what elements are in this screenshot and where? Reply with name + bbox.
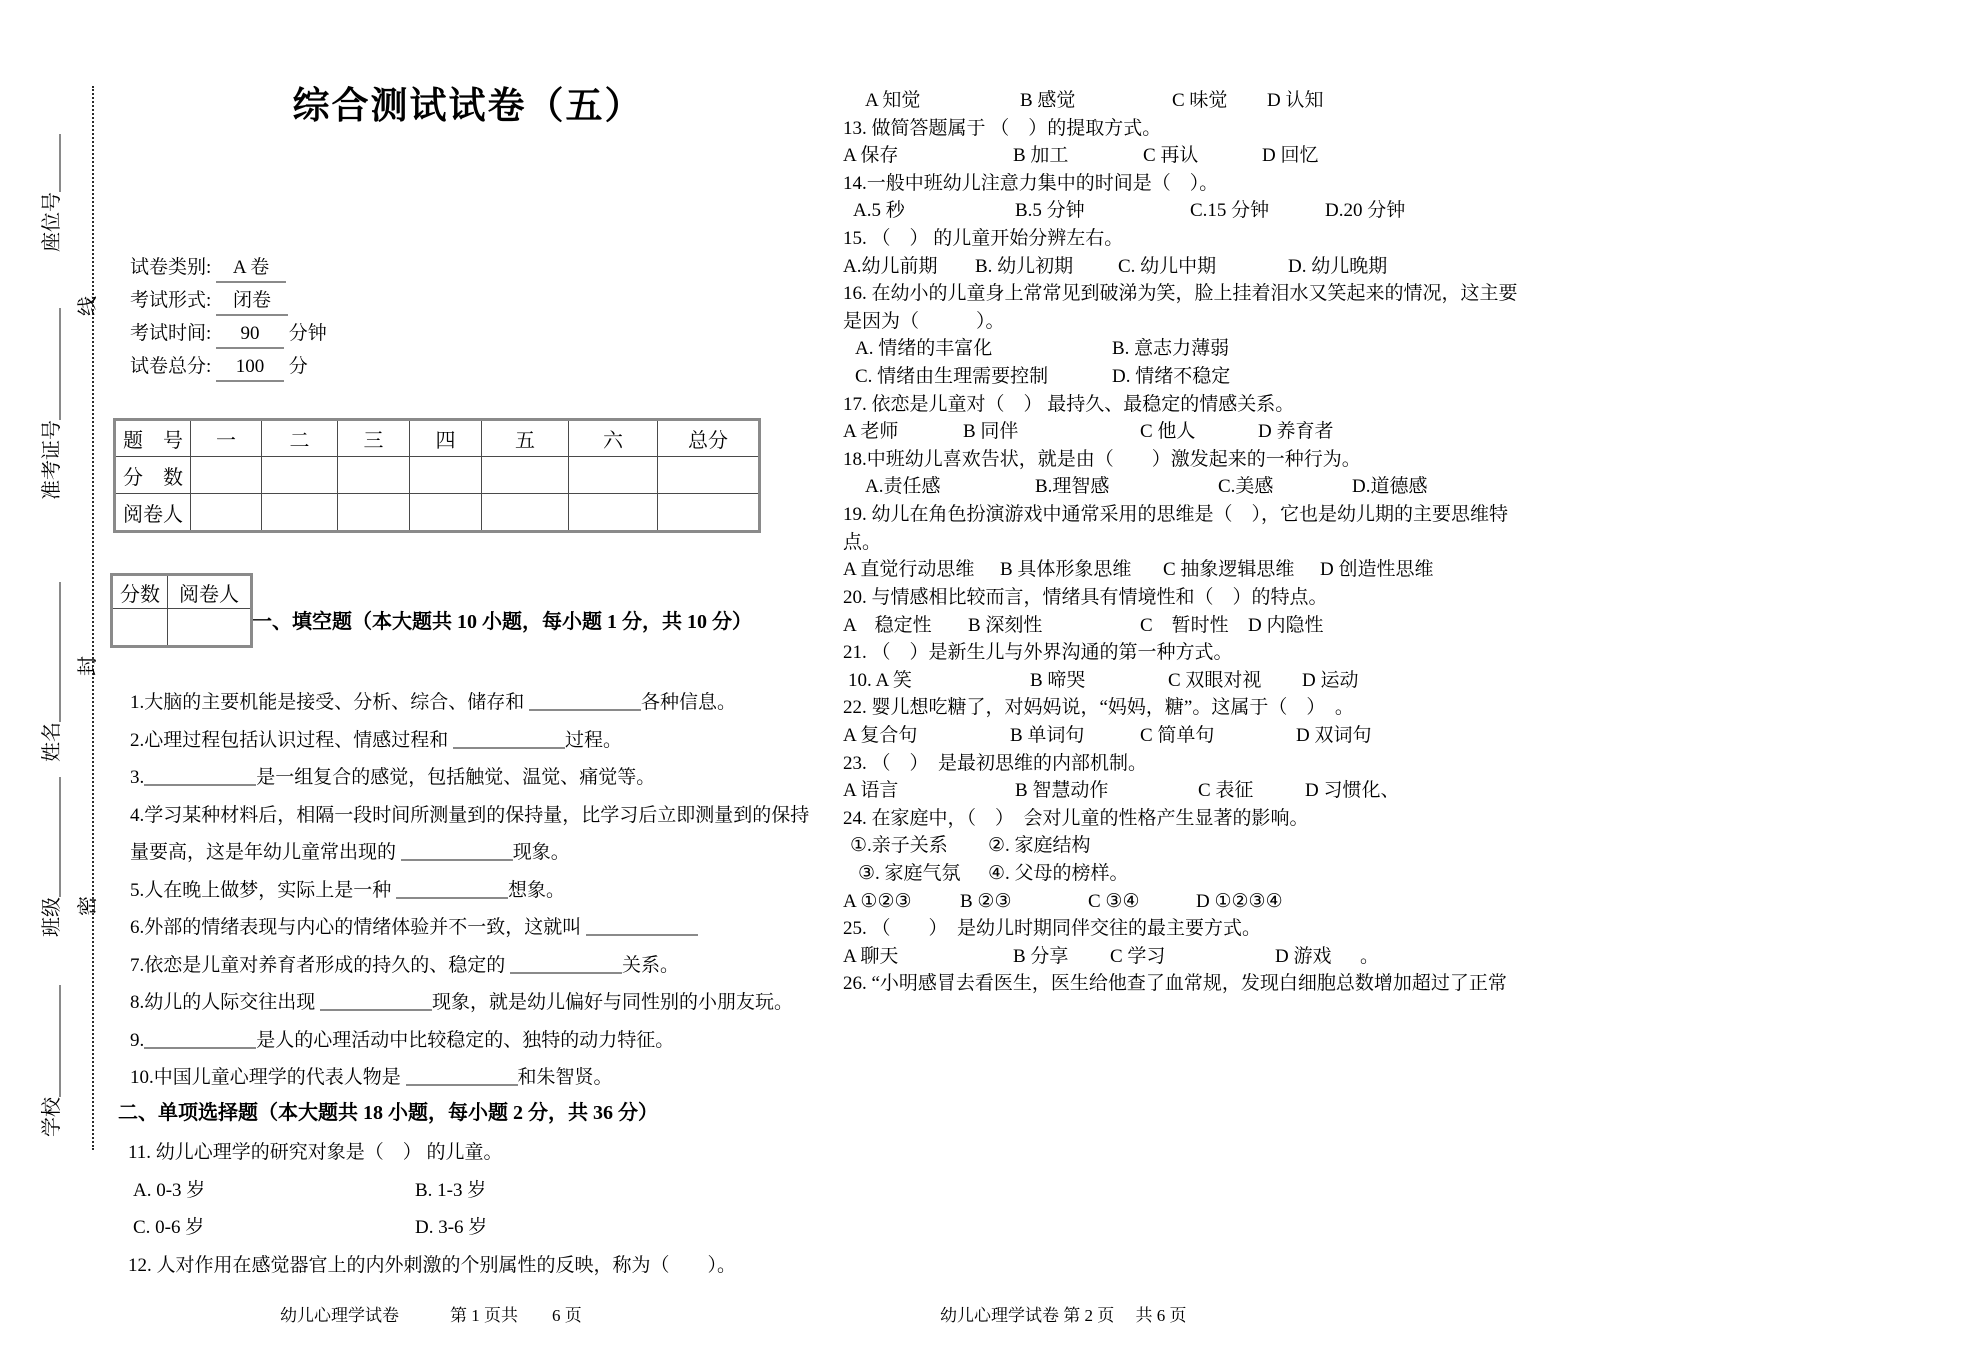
text-segment: D 认知: [1267, 90, 1324, 111]
blank-underline: [144, 768, 256, 786]
text-segment: C.美感: [1218, 476, 1274, 497]
text-segment: 关系。: [622, 955, 680, 976]
text-segment: D 创造性思维: [1320, 559, 1434, 580]
seal-dotted-line: [92, 86, 94, 1150]
text-segment: 是一组复合的感觉，包括触觉、温觉、痛觉等。: [256, 767, 656, 788]
text-segment: 18.中班幼儿喜欢告状，就是由（ ）激发起来的一种行为。: [843, 449, 1361, 470]
text-segment: 22. 婴儿想吃糖了，对妈妈说，“妈妈，糖”。这属于（ ） 。: [843, 697, 1354, 718]
blank-underline: [453, 731, 565, 749]
text-segment: D 运动: [1302, 670, 1359, 691]
score-table: [113, 418, 761, 533]
table-cell-empty: [482, 494, 569, 532]
text-segment: D 养育者: [1258, 421, 1334, 442]
seal-field-label: [40, 582, 64, 762]
text-segment: 各种信息。: [641, 692, 737, 713]
table-cell-empty: [338, 457, 410, 494]
text-segment: B. 1-3 岁: [415, 1180, 487, 1201]
seal-label-text: 密: [77, 896, 99, 916]
text-segment: 幼儿心理学试卷 第 2 页 共 6 页: [940, 1306, 1187, 1325]
table-cell: 三: [338, 420, 410, 457]
text-segment: 现象，就是幼儿偏好与同性别的小朋友玩。: [432, 992, 794, 1013]
text-segment: D.20 分钟: [1325, 200, 1406, 221]
table-cell: 二: [262, 420, 338, 457]
question-line: [128, 1253, 736, 1279]
text-segment: D.道德感: [1352, 476, 1428, 497]
text-segment: 20. 与情感相比较而言，情绪具有情境性和（ ）的特点。: [843, 587, 1328, 608]
text-segment: 二、单项选择题（本大题共 18 小题，每小题 2 分，共 36 分）: [118, 1102, 658, 1124]
question-line: [843, 309, 1005, 335]
text-segment: A 稳定性: [843, 615, 932, 636]
question-line: [843, 695, 1354, 721]
text-segment: 是因为（ ）。: [843, 311, 1005, 332]
seal-field-label: [40, 985, 64, 1137]
seal-line-character: [76, 896, 100, 916]
text-segment: 19. 幼儿在角色扮演游戏中通常采用的思维是（ ），它也是幼儿期的主要思维特: [843, 504, 1509, 525]
text-segment: C.15 分钟: [1190, 200, 1270, 221]
seal-blank-underline: [43, 985, 61, 1097]
text-segment: A 聊天: [843, 946, 899, 967]
text-segment: 9.: [130, 1030, 145, 1051]
text-segment: ②. 家庭结构: [988, 835, 1091, 856]
text-segment: A.幼儿前期: [843, 256, 938, 277]
seal-label-text: 座位号: [41, 192, 63, 252]
text-segment: ④. 父母的榜样。: [988, 863, 1129, 884]
filled-value: 闭卷: [216, 288, 288, 316]
question-line: [130, 915, 698, 941]
question-line: [130, 1028, 674, 1054]
text-segment: C. 0-6 岁: [133, 1217, 205, 1238]
text-segment: D 双词句: [1296, 725, 1372, 746]
seal-label-text: 封: [77, 656, 99, 676]
seal-blank-underline: [43, 777, 61, 897]
text-segment: 21. （ ）是新生儿与外界沟通的第一种方式。: [843, 642, 1233, 663]
question-line: [130, 803, 809, 829]
text-segment: 和朱智贤。: [517, 1067, 613, 1088]
text-segment: ③. 家庭气氛: [858, 863, 961, 884]
grader-table: [110, 573, 253, 648]
question-line: [130, 953, 679, 979]
table-cell-empty: [262, 457, 338, 494]
question-line: [130, 728, 622, 754]
text-segment: 25. （ ） 是幼儿时期同伴交往的最主要方式。: [843, 918, 1262, 939]
question-line: [843, 585, 1328, 611]
text-segment: 6.外部的情绪表现与内心的情绪体验并不一致，这就叫: [130, 917, 587, 938]
question-line: [843, 447, 1361, 473]
table-cell-empty: [482, 457, 569, 494]
table-row: [112, 609, 252, 647]
seal-label-text: 学校: [41, 1097, 63, 1137]
text-segment: 4.学习某种材料后，相隔一段时间所测量到的保持量，比学习后立即测量到的保持: [130, 805, 810, 826]
text-segment: D. 情绪不稳定: [1112, 366, 1231, 387]
seal-field-label: [40, 777, 64, 937]
text-segment: A 复合句: [843, 725, 918, 746]
filled-value: 100: [216, 354, 284, 382]
text-segment: 分: [284, 356, 308, 377]
text-segment: 16. 在幼小的儿童身上常常见到破涕为笑，脸上挂着泪水又笑起来的情况，这主要: [843, 283, 1518, 304]
text-segment: 11. 幼儿心理学的研究对象是（ ） 的儿童。: [128, 1142, 503, 1163]
question-line: [843, 916, 1261, 942]
text-segment: D 回忆: [1262, 145, 1319, 166]
seal-line-character: [76, 656, 100, 676]
exam-info-line: [130, 321, 327, 349]
text-segment: D. 幼儿晚期: [1288, 256, 1388, 277]
text-segment: 10. A 笑: [848, 670, 912, 691]
section-heading: [252, 609, 752, 635]
seal-line-character: [76, 296, 100, 316]
text-segment: 3.: [130, 767, 145, 788]
text-segment: 5.人在晚上做梦，实际上是一种: [130, 880, 397, 901]
text-segment: C 他人: [1140, 421, 1196, 442]
text-segment: 是人的心理活动中比较稳定的、独特的动力特征。: [256, 1030, 675, 1051]
question-line: [843, 751, 1147, 777]
section-heading: [118, 1100, 658, 1126]
text-segment: 量要高，这是年幼儿童常出现的: [130, 842, 401, 863]
text-segment: 一、填空题（本大题共 10 小题，每小题 1 分，共 10 分）: [252, 611, 752, 633]
text-segment: A.责任感: [865, 476, 941, 497]
text-segment: C. 情绪由生理需要控制: [855, 366, 1049, 387]
blank-underline: [510, 956, 622, 974]
text-segment: 1.大脑的主要机能是接受、分析、综合、储存和: [130, 692, 530, 713]
table-cell-empty: [658, 494, 760, 532]
table-cell: 一: [191, 420, 262, 457]
text-segment: B ②③: [960, 891, 1012, 912]
text-segment: C 抽象逻辑思维: [1163, 559, 1295, 580]
table-cell: 阅卷人: [115, 494, 191, 532]
text-segment: 7.依恋是儿童对养育者形成的持久的、稳定的: [130, 955, 511, 976]
table-cell-empty: [262, 494, 338, 532]
text-segment: D 游戏: [1275, 946, 1332, 967]
text-segment: 考试形式:: [130, 290, 217, 311]
page-footer: [940, 1303, 1187, 1329]
question-line: [843, 392, 1294, 418]
question-line: [843, 281, 1518, 307]
text-segment: B 啼哭: [1030, 670, 1086, 691]
seal-field-label: [40, 308, 64, 500]
table-cell-empty: [569, 457, 658, 494]
text-segment: 幼儿心理学试卷 第 1 页共 6 页: [280, 1306, 582, 1325]
table-cell: 阅卷人: [168, 575, 252, 609]
text-segment: C ③④: [1088, 891, 1140, 912]
text-segment: 26. “小明感冒去看医生，医生给他查了血常规，发现白细胞总数增加超过了正常: [843, 973, 1507, 994]
text-segment: 考试时间:: [130, 323, 217, 344]
seal-blank-underline: [43, 308, 61, 420]
text-segment: D ①②③④: [1196, 891, 1283, 912]
text-segment: 分钟: [284, 323, 327, 344]
table-cell: 题 号: [115, 420, 191, 457]
seal-label-text: 线: [77, 296, 99, 316]
question-line: [843, 971, 1507, 997]
seal-blank-underline: [43, 134, 61, 192]
blank-underline: [144, 1031, 256, 1049]
text-segment: A. 情绪的丰富化: [855, 338, 993, 359]
page-title: 综合测试试卷（五）: [292, 86, 644, 127]
text-segment: B 分享: [1013, 946, 1069, 967]
text-segment: 试卷类别:: [130, 257, 217, 278]
text-segment: B.5 分钟: [1015, 200, 1085, 221]
question-line: [130, 1065, 613, 1091]
question-line: [843, 116, 1161, 142]
blank-underline: [396, 881, 508, 899]
text-segment: B 深刻性: [968, 615, 1043, 636]
text-segment: 13. 做简答题属于 （ ）的提取方式。: [843, 118, 1162, 139]
question-line: [130, 878, 565, 904]
question-line: [843, 806, 1309, 832]
question-line: [843, 640, 1233, 666]
text-segment: 23. （ ） 是最初思维的内部机制。: [843, 753, 1148, 774]
text-segment: 2.心理过程包括认识过程、情感过程和: [130, 730, 454, 751]
text-segment: 过程。: [565, 730, 623, 751]
text-segment: B 感觉: [1020, 90, 1076, 111]
text-segment: 14.一般中班幼儿注意力集中的时间是（ ）。: [843, 173, 1219, 194]
text-segment: C 双眼对视: [1168, 670, 1262, 691]
text-segment: C 再认: [1143, 145, 1199, 166]
text-segment: C 味觉: [1172, 90, 1228, 111]
seal-label-text: 姓名: [41, 722, 63, 762]
text-segment: B.理智感: [1035, 476, 1110, 497]
seal-field-label: [40, 134, 64, 252]
text-segment: C 暂时性: [1140, 615, 1229, 636]
question-line: [843, 226, 1123, 252]
text-segment: A. 0-3 岁: [133, 1180, 206, 1201]
text-segment: 现象。: [512, 842, 570, 863]
blank-underline: [320, 993, 432, 1011]
text-segment: 17. 依恋是儿童对（ ） 最持久、最稳定的情感关系。: [843, 394, 1295, 415]
table-row: [115, 494, 760, 532]
text-segment: B. 幼儿初期: [975, 256, 1074, 277]
table-cell-empty: [338, 494, 410, 532]
table-cell: 分数: [112, 575, 168, 609]
table-cell-empty: [569, 494, 658, 532]
text-segment: 想象。: [508, 880, 566, 901]
text-segment: ①.亲子关系: [850, 835, 948, 856]
table-cell-empty: [658, 457, 760, 494]
table-cell-empty: [410, 494, 482, 532]
question-line: [130, 840, 570, 866]
filled-value: 90: [216, 321, 284, 349]
question-line: [128, 1140, 503, 1166]
text-segment: 10.中国儿童心理学的代表人物是: [130, 1067, 406, 1088]
question-line: [843, 171, 1218, 197]
table-cell: 分 数: [115, 457, 191, 494]
text-segment: A 保存: [843, 145, 899, 166]
text-segment: D 内隐性: [1248, 615, 1324, 636]
question-line: [130, 990, 793, 1016]
text-segment: 8.幼儿的人际交往出现: [130, 992, 321, 1013]
text-segment: C 学习: [1110, 946, 1166, 967]
table-row: [115, 420, 760, 457]
text-segment: A 老师: [843, 421, 899, 442]
text-segment: C 表征: [1198, 780, 1254, 801]
table-row: [115, 457, 760, 494]
text-segment: B. 意志力薄弱: [1112, 338, 1230, 359]
blank-underline: [586, 918, 698, 936]
text-segment: A 语言: [843, 780, 899, 801]
text-segment: B 同伴: [963, 421, 1019, 442]
table-cell-empty: [191, 457, 262, 494]
table-cell: 五: [482, 420, 569, 457]
text-segment: B 具体形象思维: [1000, 559, 1132, 580]
text-segment: 点。: [843, 532, 882, 553]
exam-info-line: [130, 288, 288, 316]
text-segment: 12. 人对作用在感觉器官上的内外刺激的个别属性的反映，称为（ ）。: [128, 1255, 737, 1276]
text-segment: B 智慧动作: [1015, 780, 1109, 801]
exam-info-line: [130, 255, 286, 283]
page-footer: [280, 1303, 582, 1329]
seal-label-text: 班级: [41, 897, 63, 937]
text-segment: C. 幼儿中期: [1118, 256, 1217, 277]
table-cell: 六: [569, 420, 658, 457]
text-segment: A.5 秒: [853, 200, 905, 221]
text-segment: A ①②③: [843, 891, 912, 912]
table-cell-empty: [168, 609, 252, 647]
text-segment: C 简单句: [1140, 725, 1215, 746]
question-line: [843, 502, 1508, 528]
blank-underline: [406, 1068, 518, 1086]
question-line: [130, 690, 736, 716]
text-segment: D 习惯化、: [1305, 780, 1400, 801]
blank-underline: [401, 843, 513, 861]
table-cell-empty: [112, 609, 168, 647]
text-segment: 。: [1360, 946, 1380, 967]
text-segment: A 知觉: [865, 90, 921, 111]
table-cell: 总分: [658, 420, 760, 457]
table-row: [112, 575, 252, 609]
text-segment: 15. （ ） 的儿童开始分辨左右。: [843, 228, 1124, 249]
text-segment: B 加工: [1013, 145, 1069, 166]
question-line: [843, 530, 881, 556]
text-segment: A 直觉行动思维: [843, 559, 975, 580]
filled-value: A 卷: [216, 255, 286, 283]
text-segment: B 单词句: [1010, 725, 1085, 746]
table-cell-empty: [191, 494, 262, 532]
question-line: [130, 765, 655, 791]
text-segment: D. 3-6 岁: [415, 1217, 488, 1238]
table-cell-empty: [410, 457, 482, 494]
text-segment: 24. 在家庭中，（ ） 会对儿童的性格产生显著的影响。: [843, 808, 1309, 829]
table-cell: 四: [410, 420, 482, 457]
seal-label-text: 准考证号: [41, 420, 63, 500]
exam-info-line: [130, 354, 308, 382]
text-segment: 试卷总分:: [130, 356, 217, 377]
blank-underline: [529, 693, 641, 711]
seal-blank-underline: [43, 582, 61, 722]
